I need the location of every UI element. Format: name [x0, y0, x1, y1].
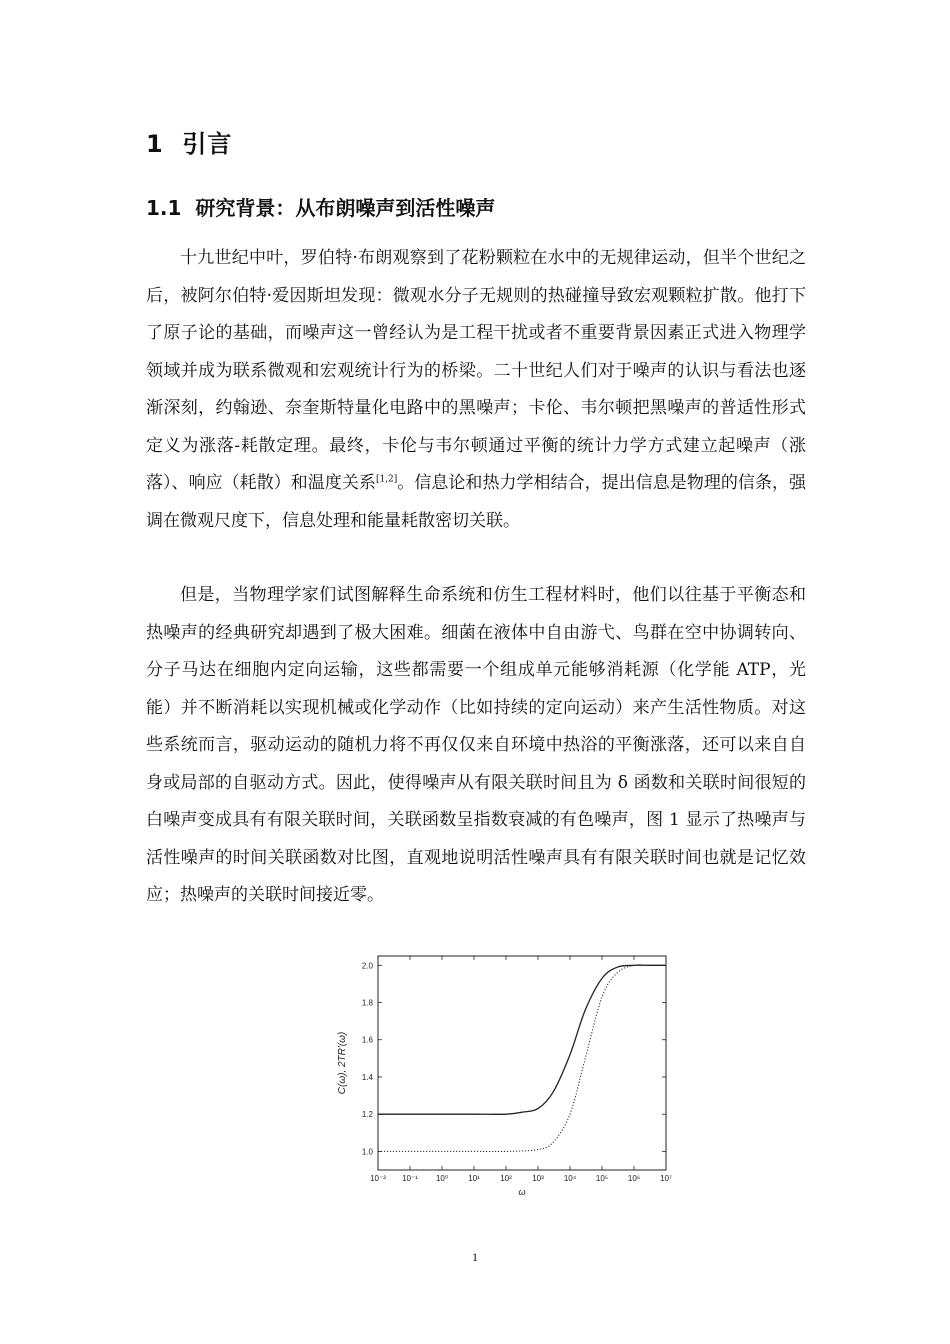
- y-tick-label: 1.4: [361, 1072, 373, 1082]
- citation-ref[interactable]: [1,2]: [375, 474, 398, 485]
- correlation-chart: [333, 952, 678, 1197]
- plot-frame: [378, 956, 666, 1170]
- y-tick-label: 2.0: [361, 961, 373, 971]
- x-tick-label: 10⁻²: [370, 1174, 386, 1183]
- section-heading: [146, 192, 495, 221]
- x-tick-label: 10¹: [468, 1174, 480, 1183]
- section-number: 1.1: [146, 196, 182, 220]
- correlation-figure: [333, 952, 678, 1197]
- x-tick-label: 10⁵: [595, 1174, 609, 1183]
- x-tick-label: 10³: [532, 1174, 544, 1183]
- y-axis-label: C(ω), 2TR'(ω): [337, 1031, 348, 1095]
- x-tick-label: 10²: [500, 1174, 512, 1183]
- x-tick-label: 10⁶: [627, 1174, 641, 1183]
- x-tick-label: 10⁰: [435, 1174, 449, 1183]
- x-axis-label: ω: [518, 1187, 526, 1197]
- series-line-dotted: [378, 965, 666, 1152]
- chapter-number: 1: [146, 130, 164, 158]
- page-number: 1: [472, 1250, 478, 1264]
- section-title: 研究背景：从布朗噪声到活性噪声: [195, 196, 496, 220]
- chapter-heading: [146, 124, 232, 159]
- x-tick-label: 10⁴: [563, 1174, 577, 1183]
- y-tick-label: 1.0: [361, 1147, 373, 1157]
- series-line-solid: [378, 965, 666, 1114]
- chapter-title: 引言: [182, 130, 233, 158]
- y-tick-label: 1.2: [361, 1110, 373, 1120]
- paragraph-1-tail: 。信息论和热力学相结合，提出信息是物理的信条，强调在微观尺度下，信息处理和能量耗散密切关联。: [146, 473, 807, 531]
- paragraph-1-text: 十九世纪中叶，罗伯特·布朗观察到了花粉颗粒在水中的无规律运动，但半个世纪之后，被阿尔伯特·爱因斯坦发现：微观水分子无规则的热碰撞导致宏观颗粒扩散。他打下了原子论的基础，而噪声这一曾经认为是工程干扰或者不重要背景因素正式进入物理学领域并成为联系微观和宏观统计行为的桥梁。二十世纪人们对于噪声的认识与看法也逐渐深刻，约翰逊、奈奎斯特量化电路中的黑噪声；卡伦、韦尔顿把黑噪声的普适性形式定义为涨落-耗散定理。最终，卡伦与韦尔顿通过平衡的统计力学方式建立起噪声（涨落）、响应（耗散）和温度关系: [146, 248, 806, 493]
- y-tick-label: 1.6: [361, 1035, 373, 1045]
- paragraph-2: [146, 577, 806, 915]
- paragraph-1: [146, 240, 806, 540]
- y-tick-label: 1.8: [361, 998, 373, 1008]
- x-tick-label: 10⁷: [660, 1174, 672, 1183]
- paragraph-2-text: 但是，当物理学家们试图解释生命系统和仿生工程材料时，他们以往基于平衡态和热噪声的经典研究却遇到了极大困难。细菌在液体中自由游弋、鸟群在空中协调转向、分子马达在细胞内定向运输，这些都需要一个组成单元能够消耗源（化学能 ATP，光能）并不断消耗以实现机械或化学动作（比如持续的定向运动）来产生活性物质。对这些系统而言，驱动运动的随机力将不再仅仅来自环境中热浴的平衡涨落，还可以来自自身或局部的自驱动方式。因此，使得噪声从有限关联时间且为 δ 函数和关联时间很短的白噪声变成具有有限关联时间，关联函数呈指数衰减的有色噪声，图 1 显示了热噪声与活性噪声的时间关联函数对比图，直观地说明活性噪声具有有限关联时间也就是记忆效应；热噪声的关联时间接近零。: [146, 585, 806, 905]
- x-tick-label: 10⁻¹: [402, 1174, 418, 1183]
